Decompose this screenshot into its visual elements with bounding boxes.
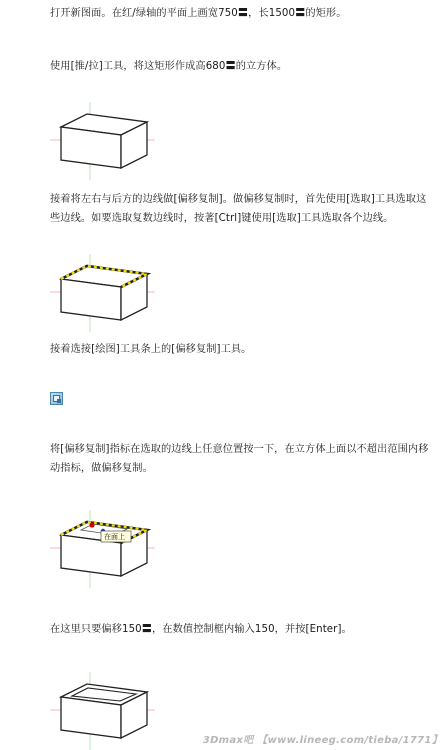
figure-box-2-selected-edges bbox=[45, 252, 155, 332]
figure-box-3-offset-cursor bbox=[45, 508, 155, 588]
step-6-text: 在这里只要偏移150〓，在数值控制框内输入150，并按[Enter]。 bbox=[50, 624, 352, 635]
tooltip-on-face: 在面上 bbox=[104, 533, 125, 541]
figure-box-4-offset-result bbox=[45, 670, 155, 750]
step-4-text: 接着选接[绘图]工具条上的[偏移复制]工具。 bbox=[50, 344, 252, 355]
step-1-text: 打开新图面。在红/绿轴的平面上画宽750〓，长1500〓的矩形。 bbox=[50, 8, 347, 19]
watermark: 3Dmax吧 【www.lineeg.com/tieba/1771】 bbox=[202, 735, 442, 746]
offset-tool-icon bbox=[50, 392, 63, 405]
step-2-text: 使用[推/拉]工具，将这矩形作成高680〓的立方体。 bbox=[50, 61, 288, 72]
step-5-text: 将[偏移复制]指标在选取的边线上任意位置按一下，在立方体上面以不超出范围内移动指标，做偏移复制。 bbox=[50, 444, 429, 474]
step-3-text: 接着将左右与后方的边线做[偏移复制]。做偏移复制时，首先使用[选取]工具选取这些边线。如要选取复数边线时，按著[Ctrl]键使用[选取]工具选取各个边线。 bbox=[50, 194, 427, 224]
figure-box-1 bbox=[45, 100, 155, 180]
